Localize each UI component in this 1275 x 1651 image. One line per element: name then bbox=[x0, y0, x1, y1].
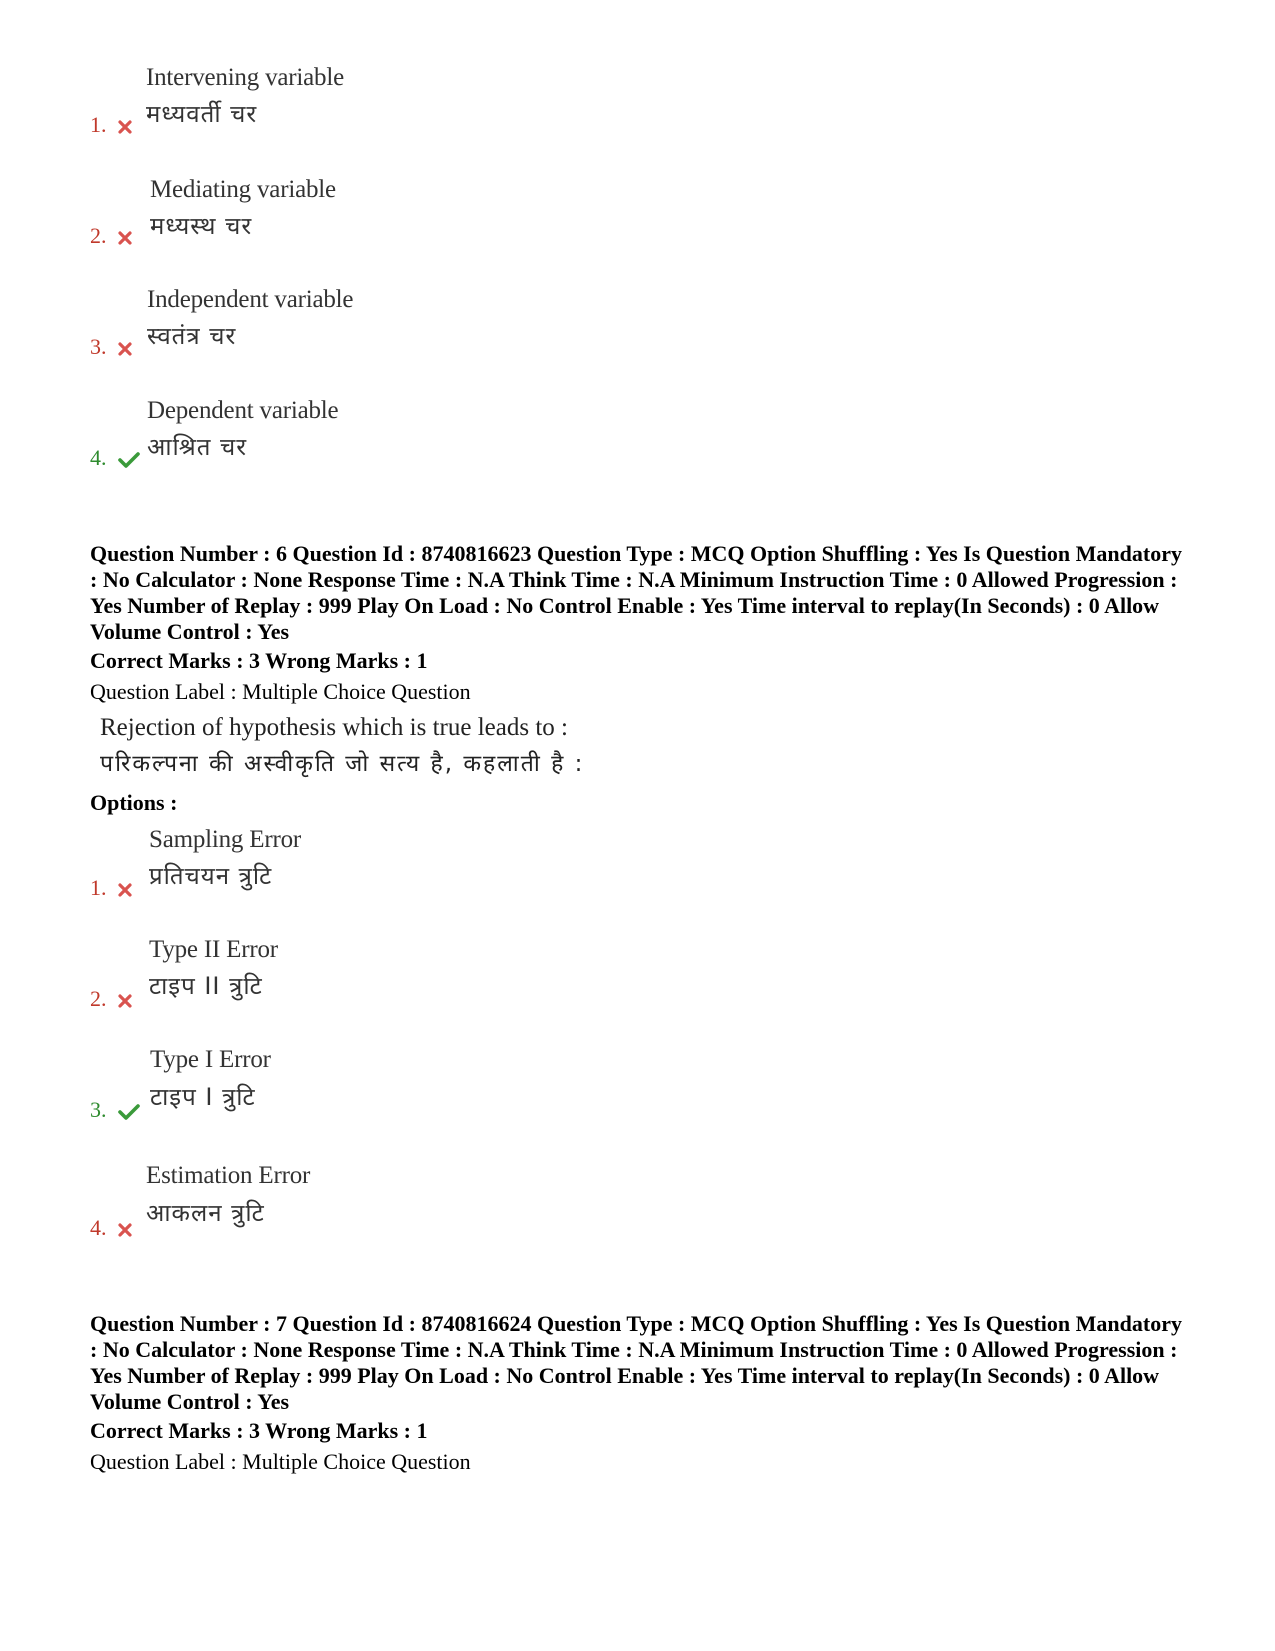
option-text-en: Independent variable bbox=[147, 286, 354, 313]
options-heading: Options : bbox=[90, 790, 178, 815]
cross-icon bbox=[118, 120, 132, 134]
check-icon bbox=[118, 452, 140, 468]
option-number-label: 4. bbox=[90, 1215, 107, 1240]
option-text-hi: प्रतिचयन त्रुटि bbox=[149, 862, 273, 890]
cross-icon bbox=[118, 231, 132, 245]
option-number-label: 1. bbox=[90, 112, 107, 137]
question-marks: Correct Marks : 3 Wrong Marks : 1 bbox=[90, 648, 428, 673]
option-number bbox=[90, 112, 132, 138]
option-number bbox=[90, 445, 140, 471]
option-text-en: Type II Error bbox=[149, 936, 278, 963]
cross-icon bbox=[118, 883, 132, 897]
question-text-hi: परिकल्पना की अस्वीकृति जो सत्य है, कहलाती है : bbox=[100, 751, 585, 777]
option-text-en: Mediating variable bbox=[150, 176, 336, 203]
option-text-hi: टाइप II त्रुटि bbox=[149, 972, 263, 1000]
cross-icon bbox=[118, 342, 132, 356]
option-text-en: Intervening variable bbox=[146, 64, 344, 91]
option-text-hi: टाइप I त्रुटि bbox=[150, 1083, 256, 1111]
option-text-en: Sampling Error bbox=[149, 826, 302, 853]
check-icon bbox=[118, 1104, 140, 1120]
option-text-en: Dependent variable bbox=[147, 397, 339, 424]
option-text-hi: स्वतंत्र चर bbox=[147, 322, 237, 350]
option-number bbox=[90, 223, 132, 249]
question-marks: Correct Marks : 3 Wrong Marks : 1 bbox=[90, 1418, 428, 1443]
option-number bbox=[90, 1097, 140, 1123]
question-meta: Question Number : 7 Question Id : 8740816624 Question Type : MCQ Option Shuffling : Yes Is Question Mandatory : No Calculator : None Response Time : N.A Think Time : N.A Minimum Instruction Time : 0 Allowed Progression : Yes Number of Replay : 999 Play On Load : No Control Enable : Yes Time interval to replay(In Seconds) : 0 Allow Volume Control : Yes bbox=[90, 1311, 1182, 1414]
option-text-hi: आश्रित चर bbox=[147, 433, 248, 461]
option-text-hi: मध्यस्थ चर bbox=[150, 212, 253, 240]
option-text-en: Estimation Error bbox=[146, 1162, 311, 1189]
cross-icon bbox=[118, 994, 132, 1008]
question-label: Question Label : Multiple Choice Question bbox=[90, 1449, 471, 1474]
option-number-label: 1. bbox=[90, 875, 107, 900]
option-number bbox=[90, 334, 132, 360]
option-number-label: 2. bbox=[90, 223, 107, 248]
option-number bbox=[90, 986, 132, 1012]
option-text-en: Type I Error bbox=[150, 1046, 271, 1073]
question-label: Question Label : Multiple Choice Question bbox=[90, 679, 471, 704]
question-meta: Question Number : 6 Question Id : 8740816623 Question Type : MCQ Option Shuffling : Yes Is Question Mandatory : No Calculator : None Response Time : N.A Think Time : N.A Minimum Instruction Time : 0 Allowed Progression : Yes Number of Replay : 999 Play On Load : No Control Enable : Yes Time interval to replay(In Seconds) : 0 Allow Volume Control : Yes bbox=[90, 541, 1182, 644]
option-number bbox=[90, 1215, 132, 1241]
option-text-hi: आकलन त्रुटि bbox=[146, 1199, 265, 1227]
option-number-label: 4. bbox=[90, 445, 107, 470]
option-number bbox=[90, 875, 132, 901]
cross-icon bbox=[118, 1223, 132, 1237]
option-number-label: 3. bbox=[90, 1097, 107, 1122]
option-text-hi: मध्यवर्ती चर bbox=[146, 100, 258, 128]
option-number-label: 3. bbox=[90, 334, 107, 359]
option-number-label: 2. bbox=[90, 986, 107, 1011]
question-text-en: Rejection of hypothesis which is true leads to : bbox=[100, 714, 568, 741]
